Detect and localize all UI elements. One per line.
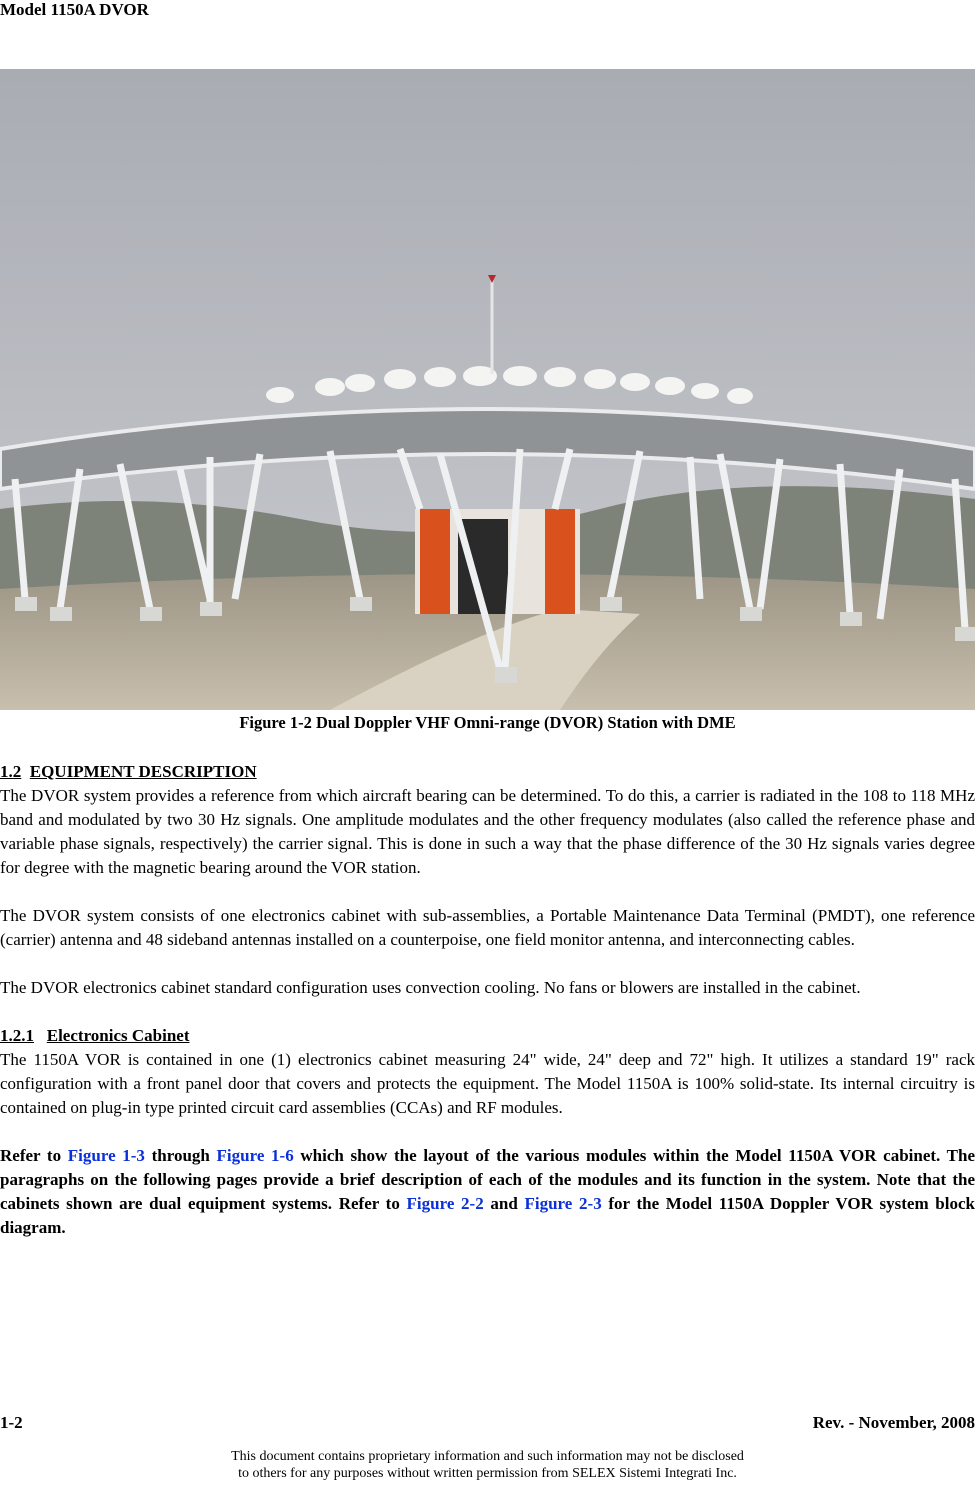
subsection-number: 1.2.1	[0, 1026, 34, 1045]
figure-1-6-link[interactable]: Figure 1-6	[216, 1146, 294, 1165]
dvor-station-photo	[0, 69, 975, 710]
figure-caption: Figure 1-2 Dual Doppler VHF Omni-range (DVOR) Station with DME	[239, 713, 736, 732]
proprietary-disclaimer	[0, 1448, 975, 1482]
figure-2-3-link[interactable]: Figure 2-3	[524, 1194, 602, 1213]
paragraph: The DVOR system provides a reference from which aircraft bearing can be determined. To do this, a carrier is radiated in the 108 to 118 MHz band and modulated by two 30 Hz signals. One amplitude modulates and the other frequency modulates (also called the reference phase and variable phase signals, respectively) the carrier signal. This is done in such a way that the phase difference of the 30 Hz signals varies degree for degree with the magnetic bearing around the VOR station.	[0, 786, 975, 877]
figure-1-3-link[interactable]: Figure 1-3	[67, 1146, 145, 1165]
paragraph: The DVOR electronics cabinet standard configuration uses convection cooling. No fans or blowers are installed in the cabinet.	[0, 978, 861, 997]
shelter-stripe-left	[420, 509, 450, 614]
refer-text: through	[144, 1146, 217, 1165]
subsection-title: Electronics Cabinet	[46, 1026, 190, 1045]
shelter-stripe-right	[545, 509, 575, 614]
section-title: EQUIPMENT DESCRIPTION	[29, 762, 257, 781]
refer-paragraph	[0, 1144, 975, 1240]
refer-text: which show the layout of the various modules within the Model 1150A VOR cabinet. The paragraphs on the following pages provide a brief description of each of the modules and its function in the system. Note that the cabinets shown are dual equipment systems. Refer to	[0, 1146, 975, 1213]
refer-text: for the Model 1150A Doppler VOR system block diagram.	[0, 1194, 975, 1237]
subsection-heading	[0, 1024, 975, 1048]
revision-date: Rev. - November, 2008	[812, 1413, 975, 1432]
disclaimer-line: This document contains proprietary information and such information may not be disclosed	[231, 1449, 744, 1464]
disclaimer-line: to others for any purposes without written permission from SELEX Sistemi Integrati Inc.	[238, 1466, 737, 1481]
paragraph: The 1150A VOR is contained in one (1) electronics cabinet measuring 24" wide, 24" deep and 72" high. It utilizes a standard 19" rack configuration with a front panel door that covers and protects the equipment. The Model 1150A is 100% solid-state. Its internal circuitry is contained on plug-in type printed circuit card assemblies (CCAs) and RF modules.	[0, 1050, 975, 1117]
dvor-station-illustration	[0, 69, 975, 710]
figure-2-2-link[interactable]: Figure 2-2	[406, 1194, 484, 1213]
section-number: 1.2	[0, 762, 22, 781]
section-heading	[0, 760, 975, 784]
page-header: Model 1150A DVOR	[0, 0, 149, 19]
page-number: 1-2	[0, 1413, 23, 1432]
body-text	[0, 760, 975, 1240]
paragraph: The DVOR system consists of one electronics cabinet with sub-assemblies, a Portable Maintenance Data Terminal (PMDT), one reference (carrier) antenna and 48 sideband antennas installed on a counterpoise, one field monitor antenna, and interconnecting cables.	[0, 906, 975, 949]
refer-text: Refer to	[0, 1146, 68, 1165]
refer-text: and	[483, 1194, 525, 1213]
